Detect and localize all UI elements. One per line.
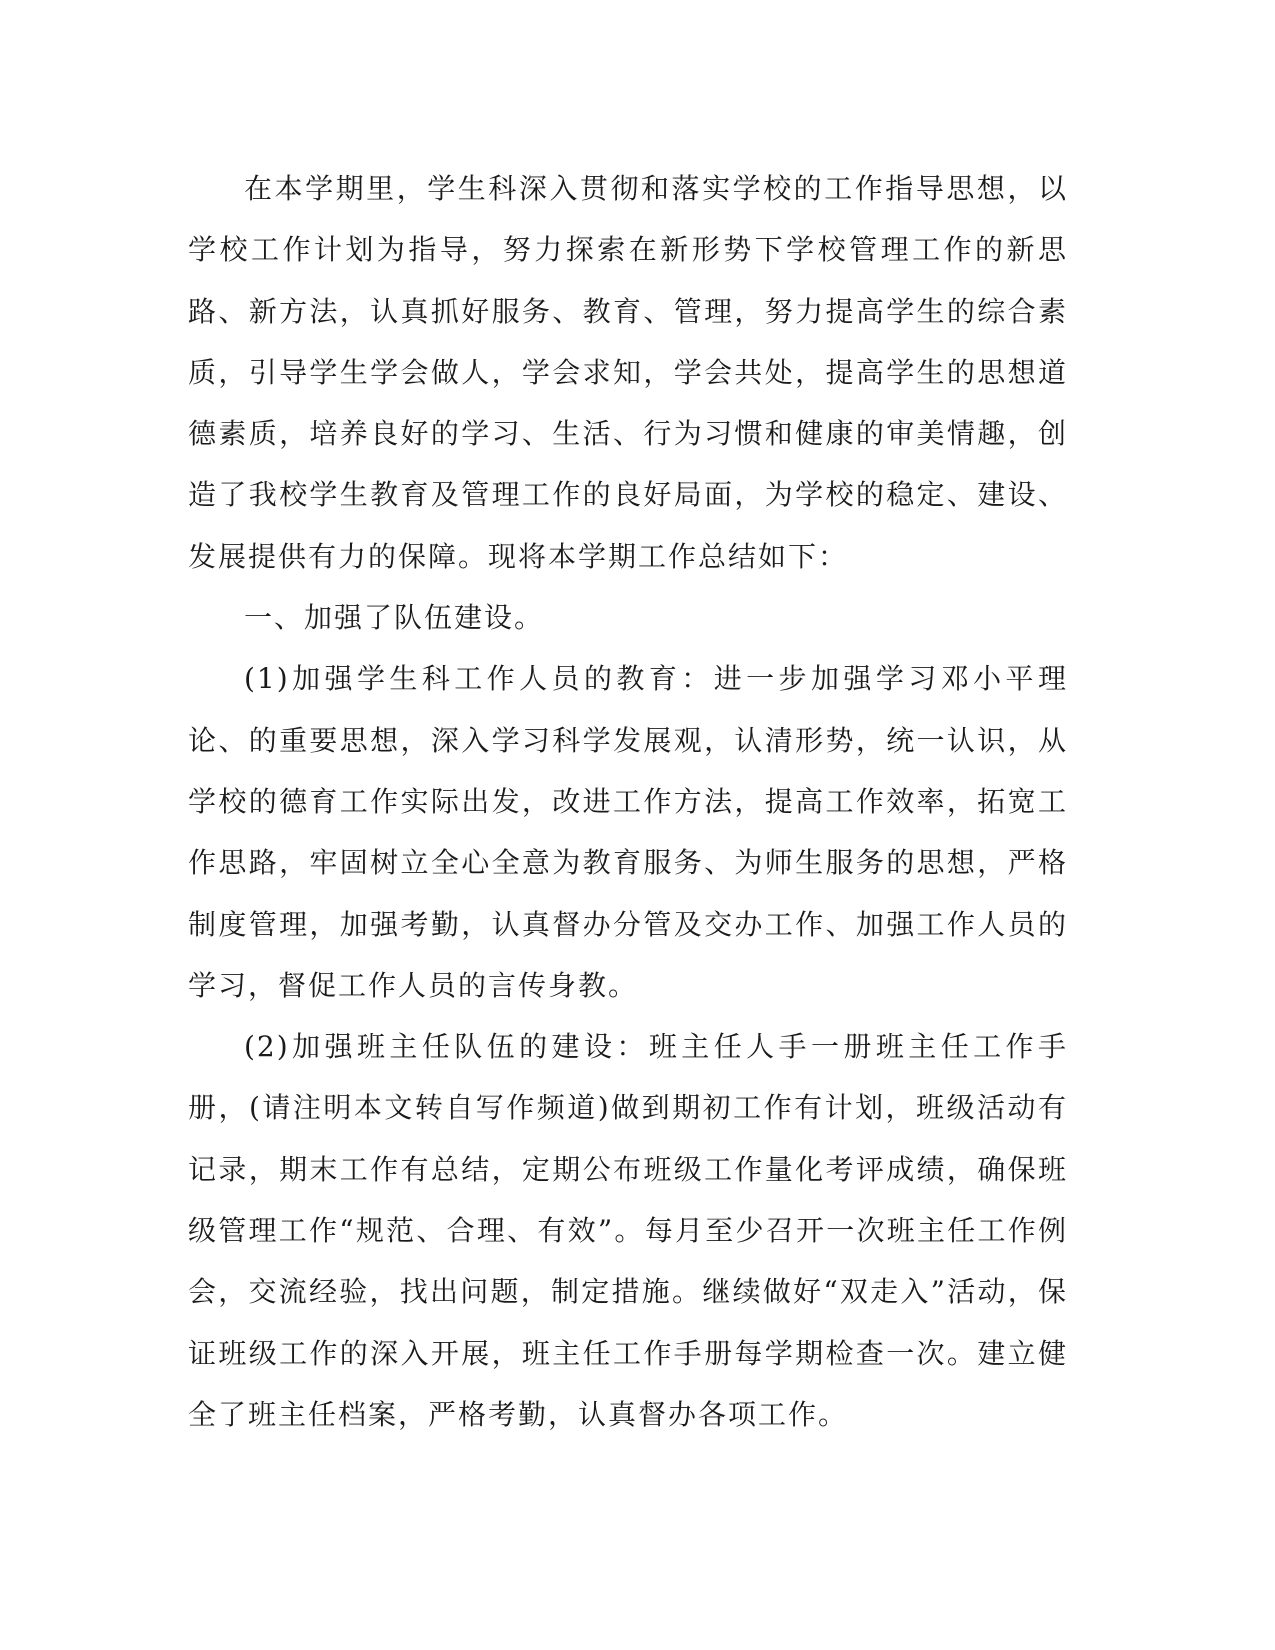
paragraph-item-2: (2)加强班主任队伍的建设：班主任人手一册班主任工作手册，(请注明本文转自写作频道)做到期初工作有计划，班级活动有记录，期末工作有总结，定期公布班级工作量化考评成绩，确保班级管理工作“规范、合理、有效”。每月至少召开一次班主任工作例会，交流经验，找出问题，制定措施。继续做好“双走入”活动，保证班级工作的深入开展，班主任工作手册每学期检查一次。建立健全了班主任档案，严格考勤，认真督办各项工作。 <box>188 1030 1068 1431</box>
paragraph-intro: 在本学期里，学生科深入贯彻和落实学校的工作指导思想，以学校工作计划为指导，努力探索在新形势下学校管理工作的新思路、新方法，认真抓好服务、教育、管理，努力提高学生的综合素质，引导学生学会做人，学会求知，学会共处，提高学生的思想道德素质，培养良好的学习、生活、行为习惯和健康的审美情趣，创造了我校学生教育及管理工作的良好局面，为学校的稳定、建设、发展提供有力的保障。现将本学期工作总结如下： <box>188 172 1068 573</box>
document-body <box>188 158 1068 1445</box>
paragraph-item-1: (1)加强学生科工作人员的教育：进一步加强学习邓小平理论、的重要思想，深入学习科学发展观，认清形势，统一认识，从学校的德育工作实际出发，改进工作方法，提高工作效率，拓宽工作思路，牢固树立全心全意为教育服务、为师生服务的思想，严格制度管理，加强考勤，认真督办分管及交办工作、加强工作人员的学习，督促工作人员的言传身教。 <box>188 662 1068 1002</box>
section-heading: 一、加强了队伍建设。 <box>244 601 545 635</box>
